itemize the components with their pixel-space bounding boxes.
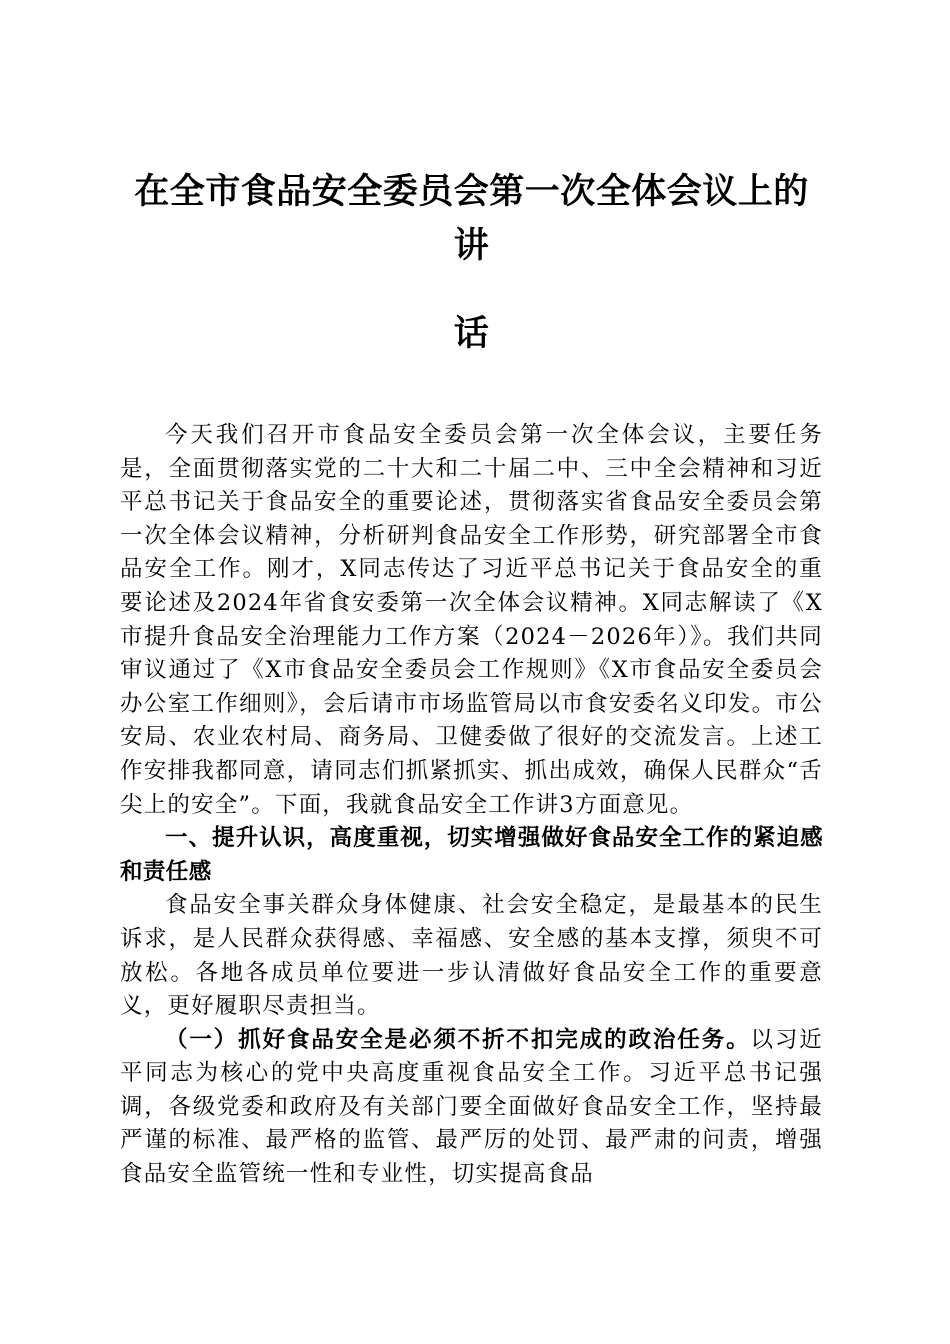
document-title bbox=[120, 165, 823, 273]
document-body bbox=[120, 419, 823, 1192]
subsection-1-paragraph bbox=[120, 1024, 823, 1192]
title-line-2: 话 bbox=[453, 314, 490, 354]
subsection-1-text: 以习近平同志为核心的党中央高度重视食品安全工作。习近平总书记强调，各级党委和政府及有关部门要全面做好食品安全工作，坚持最严谨的标准、最严格的监管、最严厉的处罚、最严肃的问责，增强食品安全监管统一性和专业性，切实提高食品 bbox=[120, 1026, 823, 1188]
title-line-1: 在全市食品安全委员会第一次全体会议上的讲 bbox=[134, 172, 809, 266]
section-1-paragraph: 食品安全事关群众身体健康、社会安全稳定，是最基本的民生诉求，是人民群众获得感、幸福感、安全感的基本支撑，须臾不可放松。各地各成员单位要进一步认清做好食品安全工作的重要意义，更好履职尽责担当。 bbox=[120, 892, 823, 1020]
document-title-continued bbox=[120, 307, 823, 361]
intro-paragraph: 今天我们召开市食品安全委员会第一次全体会议，主要任务是，全面贯彻落实党的二十大和二十届二中、三中全会精神和习近平总书记关于食品安全的重要论述，贯彻落实省食品安全委员会第一次全体会议精神，分析研判食品安全工作形势，研究部署全市食品安全工作。刚才，X同志传达了习近平总书记关于食品安全的重要论述及2024年省食安委第一次全体会议精神。X同志解读了《X市提升食品安全治理能力工作方案（2024－2026年）》。我们共同审议通过了《X市食品安全委员会工作规则》《X市食品安全委员会办公室工作细则》，会后请市市场监管局以市食安委名义印发。市公安局、农业农村局、商务局、卫健委做了很好的交流发言。上述工作安排我都同意，请同志们抓紧抓实、抓出成效，确保人民群众“舌尖上的安全”。下面，我就食品安全工作讲3方面意见。 bbox=[120, 422, 823, 818]
subsection-1-lead: （一）抓好食品安全是必须不折不扣完成的政治任务。 bbox=[165, 1026, 751, 1053]
section-heading-1: 一、提升认识，高度重视，切实增强做好食品安全工作的紧迫感和责任感 bbox=[120, 825, 823, 885]
document-page bbox=[120, 165, 823, 1192]
